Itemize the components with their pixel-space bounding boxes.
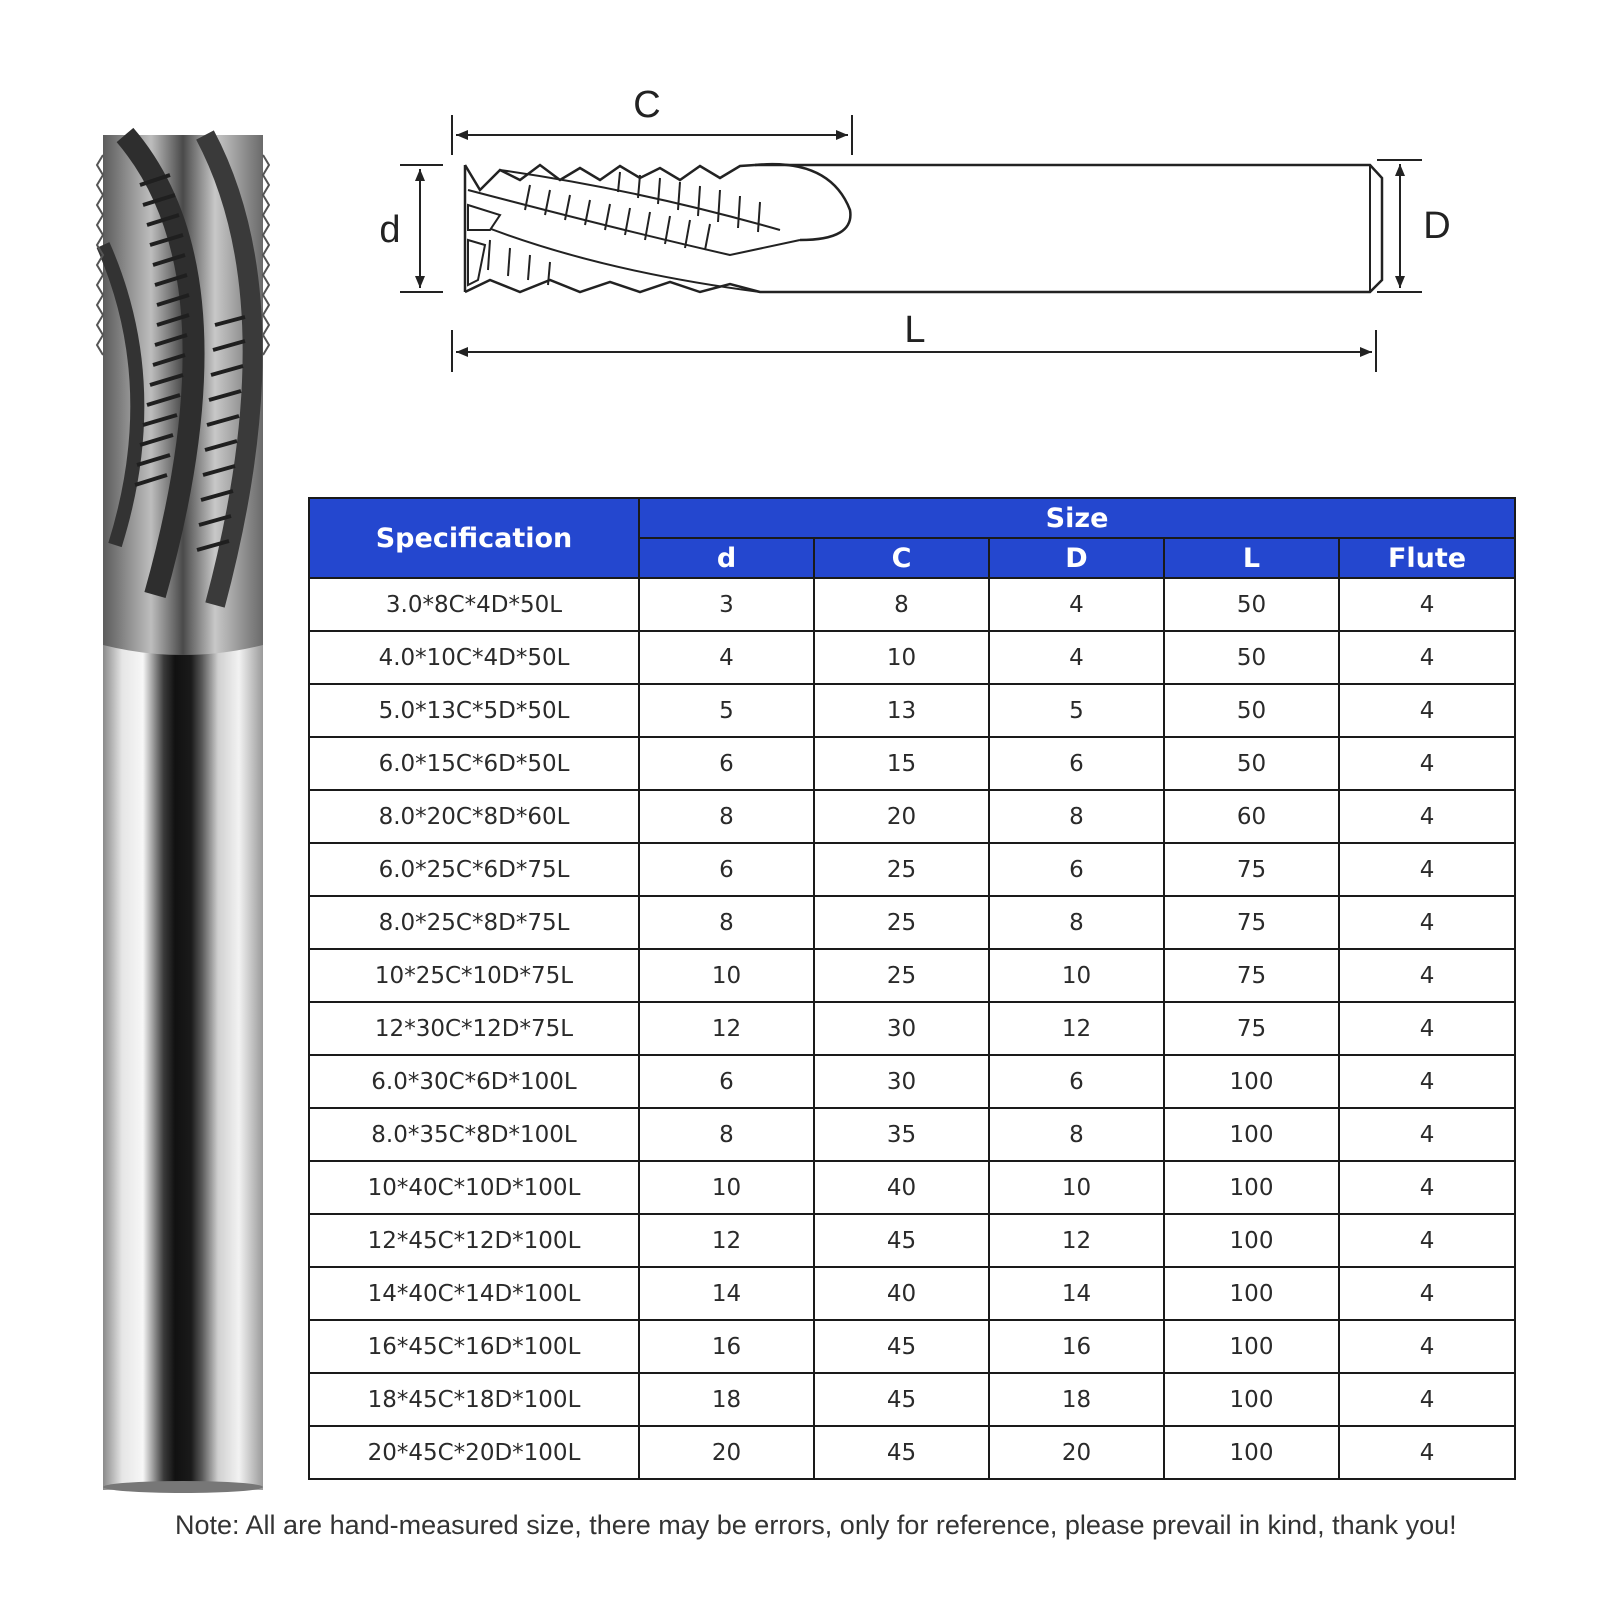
cell-big-d: 8	[989, 1108, 1164, 1161]
table-row	[309, 1267, 1515, 1320]
cell-l: 50	[1164, 631, 1339, 684]
header-col-flute: Flute	[1339, 538, 1515, 578]
cell-spec: 12*45C*12D*100L	[309, 1214, 639, 1267]
cell-flute: 4	[1339, 1108, 1515, 1161]
dim-label-c: C	[633, 84, 661, 126]
cell-c: 13	[814, 684, 989, 737]
cell-spec: 4.0*10C*4D*50L	[309, 631, 639, 684]
cell-big-d: 14	[989, 1267, 1164, 1320]
cell-big-d: 12	[989, 1214, 1164, 1267]
cell-d: 6	[639, 843, 814, 896]
cell-flute: 4	[1339, 1161, 1515, 1214]
header-col-l: L	[1164, 538, 1339, 578]
cell-d: 20	[639, 1426, 814, 1479]
dim-label-l: L	[904, 309, 926, 351]
cell-spec: 20*45C*20D*100L	[309, 1426, 639, 1479]
cell-flute: 4	[1339, 1373, 1515, 1426]
cell-l: 50	[1164, 737, 1339, 790]
cell-c: 10	[814, 631, 989, 684]
cell-d: 8	[639, 790, 814, 843]
cell-spec: 18*45C*18D*100L	[309, 1373, 639, 1426]
cell-spec: 8.0*35C*8D*100L	[309, 1108, 639, 1161]
cell-big-d: 4	[989, 578, 1164, 631]
table-row	[309, 1055, 1515, 1108]
cell-big-d: 10	[989, 1161, 1164, 1214]
cell-l: 100	[1164, 1373, 1339, 1426]
cell-flute: 4	[1339, 949, 1515, 1002]
cell-c: 40	[814, 1161, 989, 1214]
note-text: Note: All are hand-measured size, there may be errors, only for reference, please prevail in kind, thank you!	[175, 1510, 1457, 1540]
cell-c: 15	[814, 737, 989, 790]
cell-c: 40	[814, 1267, 989, 1320]
cell-big-d: 6	[989, 843, 1164, 896]
cell-flute: 4	[1339, 684, 1515, 737]
cell-big-d: 20	[989, 1426, 1164, 1479]
cell-big-d: 8	[989, 896, 1164, 949]
cell-l: 100	[1164, 1426, 1339, 1479]
dim-label-small-d: d	[379, 209, 401, 251]
cell-d: 8	[639, 896, 814, 949]
table-row	[309, 790, 1515, 843]
cell-spec: 6.0*30C*6D*100L	[309, 1055, 639, 1108]
table-row	[309, 843, 1515, 896]
table-row	[309, 737, 1515, 790]
cell-l: 75	[1164, 896, 1339, 949]
cell-spec: 10*40C*10D*100L	[309, 1161, 639, 1214]
cell-l: 50	[1164, 578, 1339, 631]
cell-spec: 5.0*13C*5D*50L	[309, 684, 639, 737]
cell-spec: 14*40C*14D*100L	[309, 1267, 639, 1320]
cell-big-d: 6	[989, 1055, 1164, 1108]
cell-big-d: 4	[989, 631, 1164, 684]
table-row	[309, 1320, 1515, 1373]
cell-flute: 4	[1339, 1055, 1515, 1108]
end-mill-photo	[95, 125, 270, 1495]
cell-d: 12	[639, 1002, 814, 1055]
header-col-c: C	[814, 538, 989, 578]
cell-d: 10	[639, 949, 814, 1002]
dimension-diagram	[360, 80, 1490, 400]
table-row	[309, 1373, 1515, 1426]
table-body	[309, 578, 1515, 1479]
cell-d: 12	[639, 1214, 814, 1267]
cell-l: 100	[1164, 1320, 1339, 1373]
cell-d: 6	[639, 737, 814, 790]
cell-c: 20	[814, 790, 989, 843]
cell-l: 100	[1164, 1055, 1339, 1108]
table-row	[309, 1108, 1515, 1161]
table-row	[309, 631, 1515, 684]
cell-l: 100	[1164, 1108, 1339, 1161]
cell-big-d: 12	[989, 1002, 1164, 1055]
header-col-d: d	[639, 538, 814, 578]
cell-d: 8	[639, 1108, 814, 1161]
header-col-big-d: D	[989, 538, 1164, 578]
cell-big-d: 5	[989, 684, 1164, 737]
table-row	[309, 1161, 1515, 1214]
cell-l: 75	[1164, 949, 1339, 1002]
dim-label-big-d: D	[1423, 205, 1451, 247]
cell-c: 35	[814, 1108, 989, 1161]
cell-d: 5	[639, 684, 814, 737]
table-row	[309, 1426, 1515, 1479]
cell-spec: 6.0*15C*6D*50L	[309, 737, 639, 790]
cell-flute: 4	[1339, 578, 1515, 631]
cell-d: 3	[639, 578, 814, 631]
cell-d: 4	[639, 631, 814, 684]
cell-l: 100	[1164, 1267, 1339, 1320]
cell-spec: 16*45C*16D*100L	[309, 1320, 639, 1373]
cell-spec: 10*25C*10D*75L	[309, 949, 639, 1002]
table-row	[309, 949, 1515, 1002]
cell-flute: 4	[1339, 1002, 1515, 1055]
table-row	[309, 578, 1515, 631]
cell-flute: 4	[1339, 1426, 1515, 1479]
table-row	[309, 1214, 1515, 1267]
cell-spec: 8.0*25C*8D*75L	[309, 896, 639, 949]
cell-flute: 4	[1339, 896, 1515, 949]
cell-flute: 4	[1339, 790, 1515, 843]
cell-c: 45	[814, 1320, 989, 1373]
cell-spec: 8.0*20C*8D*60L	[309, 790, 639, 843]
specification-table	[308, 497, 1516, 1480]
cell-flute: 4	[1339, 1320, 1515, 1373]
cell-c: 45	[814, 1214, 989, 1267]
table-row	[309, 684, 1515, 737]
cell-big-d: 8	[989, 790, 1164, 843]
cell-c: 45	[814, 1426, 989, 1479]
cell-flute: 4	[1339, 1214, 1515, 1267]
cell-big-d: 18	[989, 1373, 1164, 1426]
cell-c: 25	[814, 843, 989, 896]
cell-d: 18	[639, 1373, 814, 1426]
cell-c: 25	[814, 896, 989, 949]
cell-big-d: 6	[989, 737, 1164, 790]
table-row	[309, 896, 1515, 949]
header-specification: Specification	[309, 498, 639, 578]
cell-c: 30	[814, 1055, 989, 1108]
cell-d: 10	[639, 1161, 814, 1214]
header-size: Size	[639, 498, 1515, 538]
cell-flute: 4	[1339, 631, 1515, 684]
cell-spec: 6.0*25C*6D*75L	[309, 843, 639, 896]
cell-l: 50	[1164, 684, 1339, 737]
cell-flute: 4	[1339, 843, 1515, 896]
cell-big-d: 10	[989, 949, 1164, 1002]
cell-l: 75	[1164, 843, 1339, 896]
table-row	[309, 1002, 1515, 1055]
cell-flute: 4	[1339, 1267, 1515, 1320]
cell-l: 100	[1164, 1214, 1339, 1267]
cell-big-d: 16	[989, 1320, 1164, 1373]
cell-l: 75	[1164, 1002, 1339, 1055]
cell-c: 30	[814, 1002, 989, 1055]
cell-l: 60	[1164, 790, 1339, 843]
cell-spec: 12*30C*12D*75L	[309, 1002, 639, 1055]
cell-l: 100	[1164, 1161, 1339, 1214]
cell-spec: 3.0*8C*4D*50L	[309, 578, 639, 631]
cell-d: 6	[639, 1055, 814, 1108]
cell-d: 14	[639, 1267, 814, 1320]
cell-flute: 4	[1339, 737, 1515, 790]
cell-c: 45	[814, 1373, 989, 1426]
cell-d: 16	[639, 1320, 814, 1373]
cell-c: 25	[814, 949, 989, 1002]
cell-c: 8	[814, 578, 989, 631]
